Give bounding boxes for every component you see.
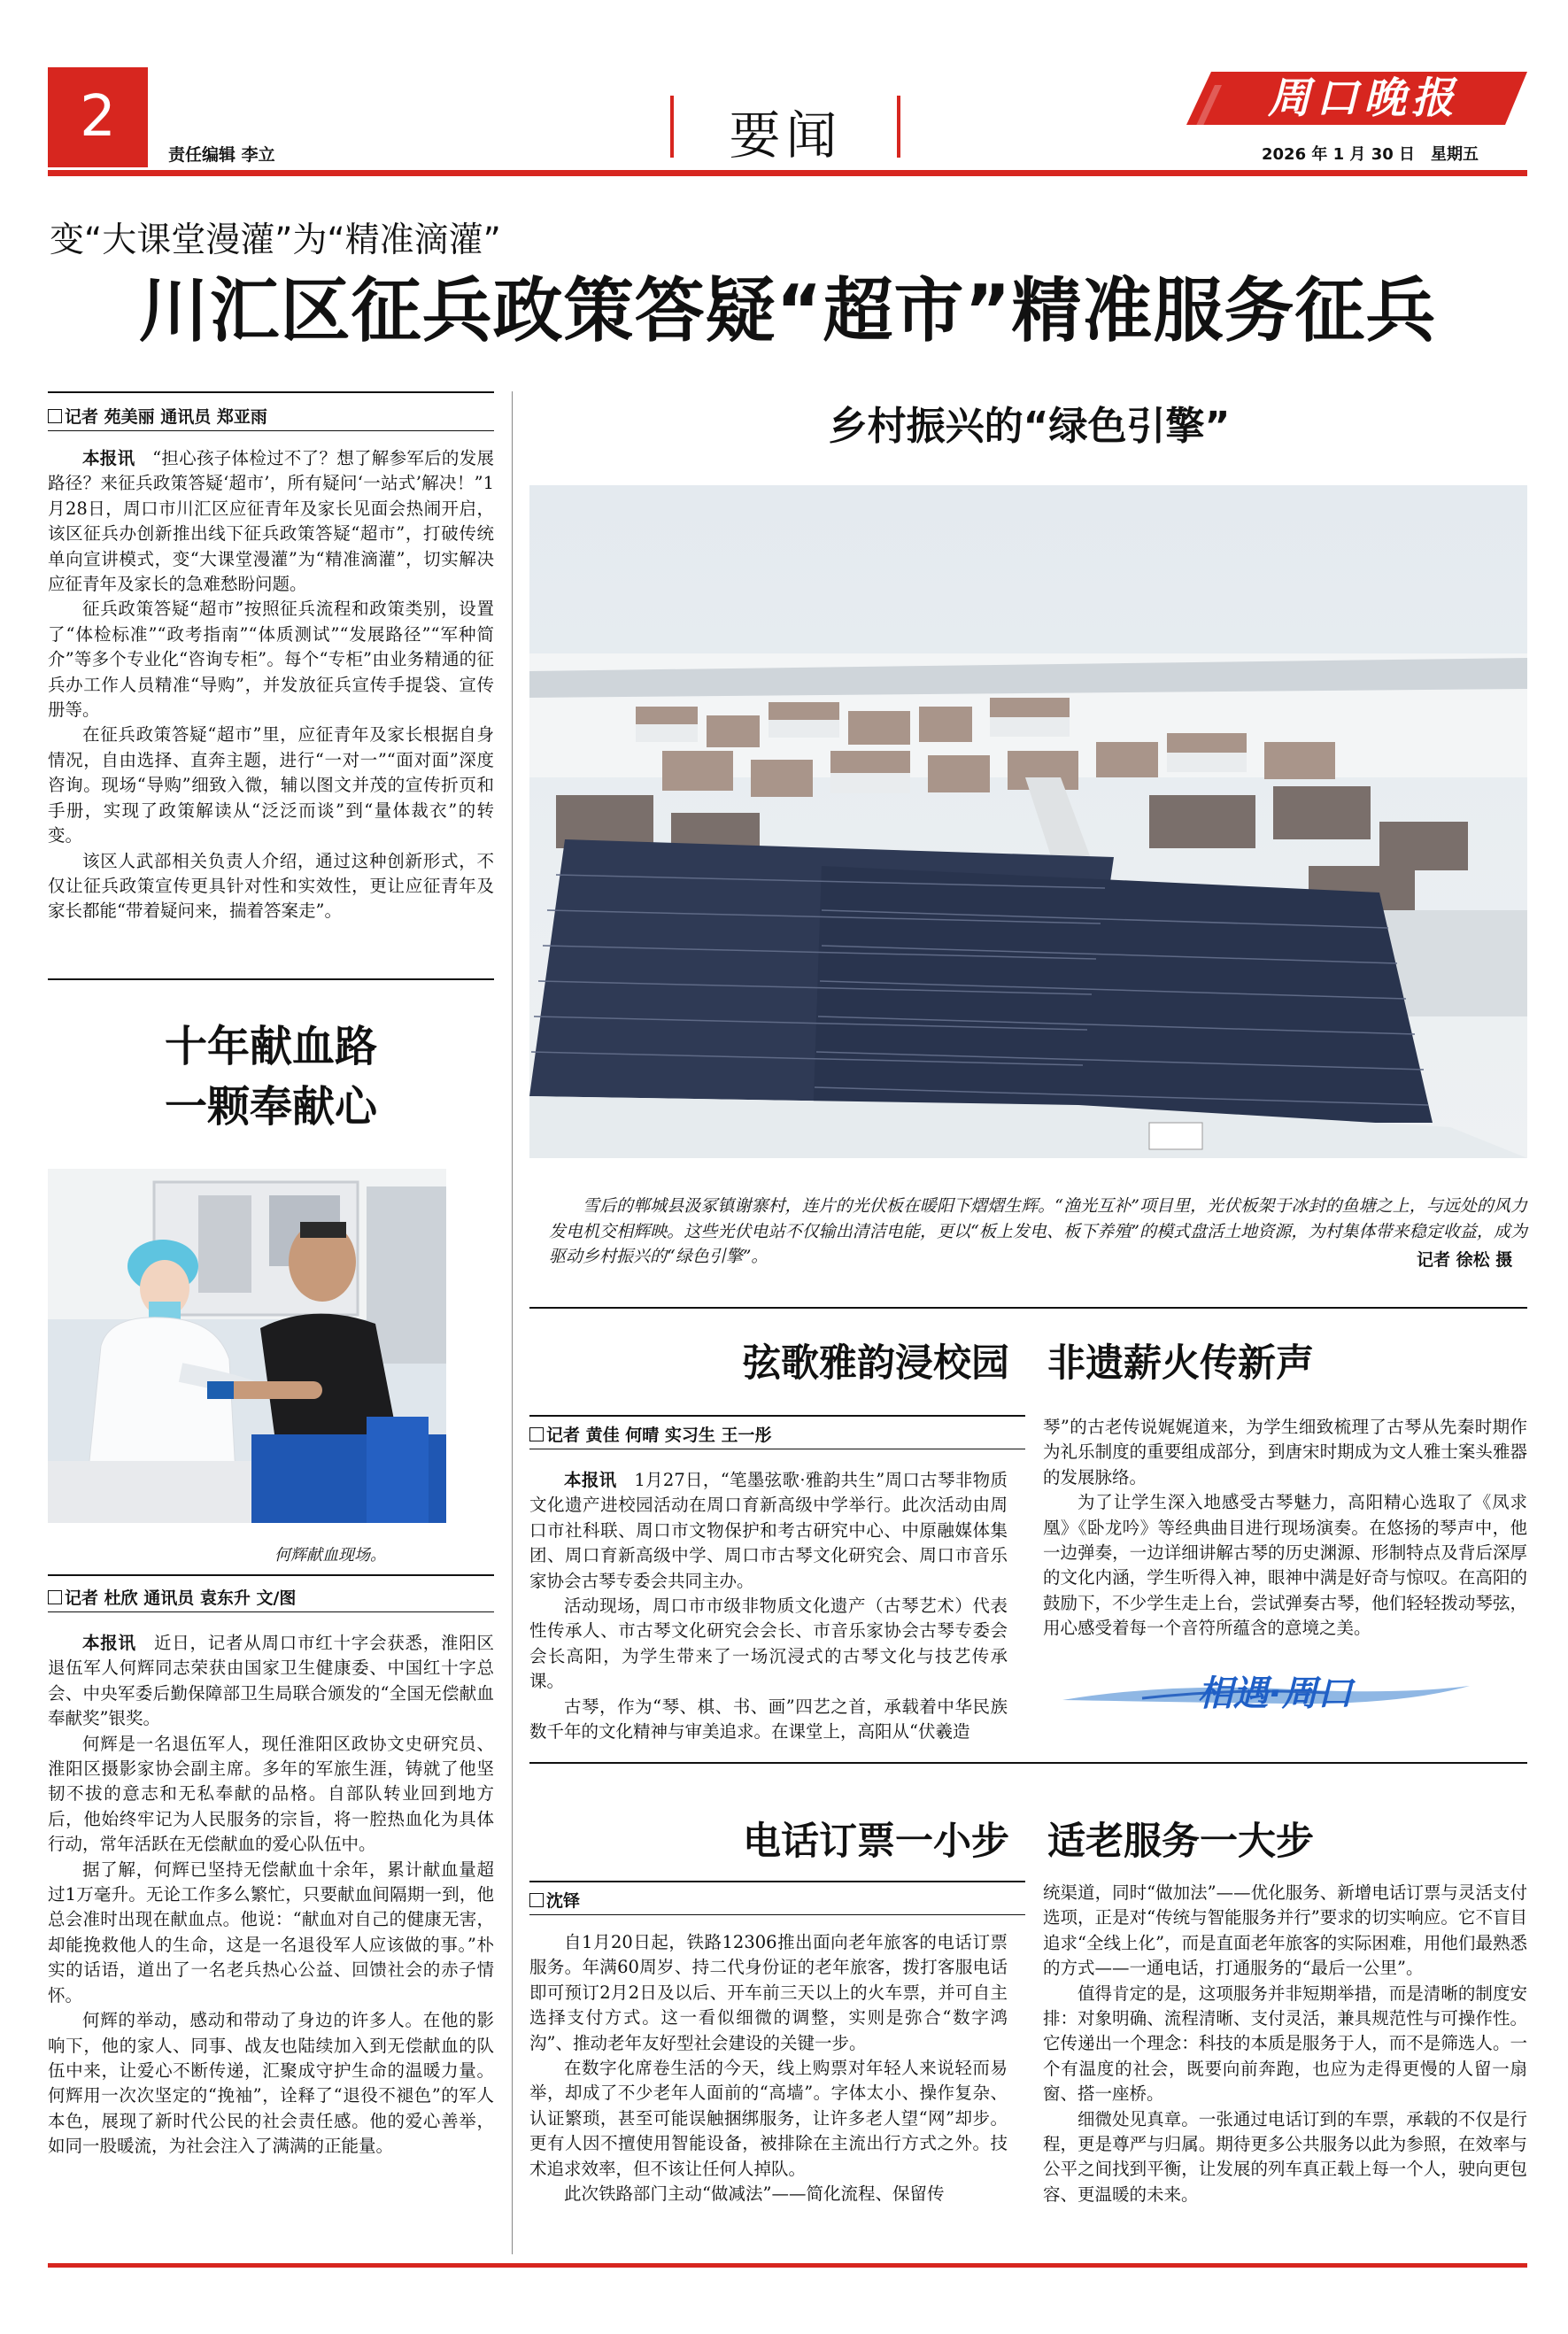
story1-headline: 川汇区征兵政策答疑“超市”精准服务征兵: [138, 270, 1437, 352]
story3-paragraph: 琴”的古老传说娓娓道来，为学生细致梳理了古琴从先秦时期作为礼乐制度的重要组成部分，到唐宋时期成为文人雅士案头雅器的发展脉络。: [1043, 1417, 1527, 1488]
story4-paragraph: 自1月20日起，铁路12306推出面向老年旅客的电话订票服务。年满60周岁、持二代身份证的老年旅客，拨打客服电话即可预订2月2日及以后、开车前三天以上的火车票，并可自主选择支付方式。这一看似细微的调整，实则是弥合“数字鸿沟”、推动老年友好型社会建设的关键一步。: [529, 1932, 1008, 2053]
story1-kicker: 变“大课堂漫灌”为“精准滴灌”: [50, 220, 501, 260]
editor-credit: 责任编辑 李立: [168, 145, 275, 165]
story2-paragraph: 何辉的举动，感动和带动了身边的许多人。在他的影响下，他的家人、同事、战友也陆续加入到无偿献血的队伍中来，让爱心不断传递，汇聚成守护生命的温暖力量。何辉用一次次坚定的“挽袖”，诠释了“退役不褪色”的军人本色，展现了新时代公民的社会责任感。他的爱心善举，如同一股暖流，为社会注入了满满的正能量。: [48, 2010, 494, 2157]
solar-village-photo-svg: [529, 485, 1527, 1158]
masthead-logo: [1186, 67, 1527, 129]
story1-byline: 记者 苑美丽 通讯员 郑亚雨: [48, 404, 267, 428]
story4-headline-rule: [529, 1881, 1025, 1882]
story1-end-rule: [48, 978, 494, 980]
story2-headline-line2: 一颗奉献心: [164, 1082, 377, 1132]
story4-body-col2: [1043, 1881, 1527, 2207]
story3-lead-label: 本报讯: [564, 1470, 617, 1490]
issue-date: 2026 年 1 月 30 日 星期五: [1262, 145, 1479, 164]
story3-body-col2: [1043, 1415, 1527, 1642]
story3-headline: 弦歌雅韵浸校园 非遗薪火传新声: [743, 1341, 1314, 1386]
story2-byline-rule: [48, 1611, 494, 1612]
photo-story-credit: 记者 徐松 摄: [1417, 1250, 1513, 1270]
story2-paragraph: 何辉是一名退伍军人，现任淮阳区政协文史研究员、淮阳区摄影家协会副主席。多年的军旅生涯，铸就了他坚韧不拔的意志和无私奉献的品格。自部队转业回到地方后，他始终牢记为人民服务的宗旨，将一腔热血化为具体行动，常年活跃在无偿献血的爱心队伍中。: [48, 1733, 494, 1855]
story2-paragraph: 据了解，何辉已坚持无偿献血十余年，累计献血量超过1万毫升。无论工作多么繁忙，只要献血间隔期一到，他总会准时出现在献血点。他说：“献血对自己的健康无害，却能挽救他人的生命，这是一名退役军人应该做的事。”朴实的话语，道出了一名老兵热心公益、回馈社会的赤子情怀。: [48, 1859, 494, 2006]
story4-headline: 电话订票一小步 适老服务一大步: [743, 1820, 1314, 1864]
story3-byline: 记者 黄佳 何晴 实习生 王一彤: [529, 1422, 771, 1446]
story2-byline: 记者 杜欣 通讯员 袁东升 文/图: [48, 1585, 296, 1609]
story2-caption-rule: [48, 1574, 494, 1576]
story4-byline-rule: [529, 1914, 1025, 1915]
story4-paragraph: 此次铁路部门主动“做减法”——简化流程、保留传: [564, 2183, 945, 2205]
header-rule: [48, 170, 1527, 176]
story2-photo-caption: 何辉献血现场。: [274, 1546, 386, 1565]
story2-lead-label: 本报讯: [82, 1633, 136, 1653]
section-divider-right: [897, 96, 900, 158]
story2-headline: [48, 1016, 494, 1137]
photo-story-caption: 雪后的郸城县汲冢镇谢寨村，连片的光伏板在暖阳下熠熠生辉。“渔光互补”项目里，光伏板架于冰封的鱼塘之上，与远处的风力发电机交相辉映。这些光伏电站不仅输出清洁电能，更以“板上发电、板下养殖”的模式盘活土地资源，为村集体带来稳定收益，成为驱动乡村振兴的“绿色引擎”。: [549, 1196, 1527, 1266]
story4-body-col1: [529, 1930, 1008, 2206]
footer-rule: [48, 2263, 1527, 2268]
section-divider-left: [670, 96, 674, 158]
story2-photo: [48, 1169, 446, 1523]
story1-lead-label: 本报讯: [82, 448, 135, 468]
photo-story-headline: 乡村振兴的“绿色引擎”: [828, 404, 1231, 449]
story1-paragraph: 该区人武部相关负责人介绍，通过这种创新形式，不仅让征兵政策宣传更具针对性和实效性，更让应征青年及家长都能“带着疑问来，揣着答案走”。: [48, 850, 494, 922]
story1-paragraph: 在征兵政策答疑“超市”里，应征青年及家长根据自身情况，自由选择、直奔主题，进行“一对一”“面对面”深度咨询。现场“导购”细致入微，辅以图文并茂的宣传折页和手册，实现了政策解读从“泛泛而谈”到“量体裁衣”的转变。: [48, 724, 494, 846]
blood-donation-photo-svg: [48, 1169, 446, 1523]
story1-body: [48, 446, 494, 924]
story4-paragraph: 统渠道，同时“做加法”——优化服务、新增电话订票与灵活支付选项，正是对“传统与智能服务并行”要求的切实响应。它不盲目追求“全线上化”，而是直面老年旅客的实际困难，用他们最熟悉的方式——一通电话，打通服务的“最后一公里”。: [1043, 1882, 1527, 1979]
story2-body: [48, 1631, 494, 2160]
story3-body-col1: [529, 1468, 1008, 1744]
story3-top-rule: [529, 1307, 1527, 1309]
story1-byline-rule: [48, 430, 494, 431]
story2-paragraph: 本报讯 近日，记者从周口市红十字会获悉，淮阳区退伍军人何辉同志荣获由国家卫生健康委、中国红十字总会、中央军委后勤保障部卫生局联合颁发的“全国无偿献血奉献奖”银奖。: [48, 1633, 494, 1729]
story4-paragraph: 值得肯定的是，这项服务并非短期举措，而是清晰的制度安排：对象明确、流程清晰、支付灵活，兼具规范性与可操作性。它传递出一个理念：科技的本质是服务于人，而不是筛选人。一个有温度的社会，既要向前奔跑，也应为走得更慢的人留一扇窗、搭一座桥。: [1043, 1982, 1527, 2105]
page-number-badge: [48, 67, 148, 167]
photo-story-image: [529, 485, 1527, 1158]
xiangyu-logo-text: 相遇·周口: [1197, 1673, 1353, 1714]
story3-paragraph: 为了让学生深入地感受古琴魅力，高阳精心选取了《凤求凰》《卧龙吟》等经典曲目进行现场演奏。在悠扬的琴声中，他一边弹奏，一边详细讲解古琴的历史渊源、形制特点及背后深厚的文化内涵，学生听得入神，眼神中满是好奇与惊叹。在高阳的鼓励下，不少学生走上台，尝试弹奏古琴，他们轻轻拨动琴弦，用心感受着每一个音符所蕴含的意境之美。: [1043, 1492, 1527, 1639]
masthead-title: 周口晚报: [1267, 73, 1459, 123]
story1-paragraph: 本报讯 “担心孩子体检过不了？想了解参军后的发展路径？来征兵政策答疑‘超市’，所有疑问‘一站式’解决！”1月28日，周口市川汇区应征青年及家长见面会热闹开启，该区征兵办创新推出线下征兵政策答疑“超市”，打破传统单向宣讲模式，变“大课堂漫灌”为“精准滴灌”，切实解决应征青年及家长的急难愁盼问题。: [48, 448, 494, 595]
story4-top-rule: [529, 1762, 1527, 1764]
story1-paragraph: 征兵政策答疑“超市”按照征兵流程和政策类别，设置了“体检标准”“政考指南”“体质测试”“发展路径”“军种简介”等多个专业化“咨询专柜”。每个“专柜”由业务精通的征兵办工作人员精准“导购”，并发放征兵宣传手提袋、宣传册等。: [48, 599, 494, 721]
story3-paragraph: 活动现场，周口市市级非物质文化遗产（古琴艺术）代表性传承人、市古琴文化研究会会长、市音乐家协会古琴专委会会长高阳，为学生带来了一场沉浸式的古琴文化与技艺传承课。: [529, 1596, 1008, 1692]
col-left-top-rule: [48, 391, 494, 393]
story4-paragraph: 在数字化席卷生活的今天，线上购票对年轻人来说轻而易举，却成了不少老年人面前的“高墙”。字体太小、操作复杂、认证繁琐，甚至可能误触捆绑服务，让许多老人望“网”却步。更有人因不擅使用智能设备，被排除在主流出行方式之外。技术追求效率，但不该让任何人掉队。: [529, 2058, 1008, 2179]
section-title: 要闻: [729, 105, 843, 166]
story3-paragraph: 古琴，作为“琴、棋、书、画”四艺之首，承载着中华民族数千年的文化精神与审美追求。在课堂上，高阳从“伏羲造: [529, 1696, 1008, 1743]
page-number: 2: [80, 84, 116, 150]
story4-byline: 沈铎: [529, 1888, 580, 1912]
xiangyu-zhoukou-logo: [1062, 1663, 1470, 1725]
story2-headline-line1: 十年献血路: [164, 1022, 377, 1071]
column-divider: [512, 391, 513, 2254]
story3-paragraph: 本报讯 1月27日，“笔墨弦歌·雅韵共生”周口古琴非物质文化遗产进校园活动在周口育新高级中学举行。此次活动由周口市社科联、周口市文物保护和考古研究中心、中原融媒体集团、周口育新高级中学、周口市古琴文化研究会、周口市音乐家协会古琴专委会共同主办。: [529, 1470, 1008, 1591]
story3-headline-rule: [529, 1415, 1025, 1417]
story4-paragraph: 细微处见真章。一张通过电话订到的车票，承载的不仅是行程，更是尊严与归属。期待更多公共服务以此为参照，在效率与公平之间找到平衡，让发展的列车真正载上每一个人，驶向更包容、更温暖的未来。: [1043, 2108, 1527, 2205]
